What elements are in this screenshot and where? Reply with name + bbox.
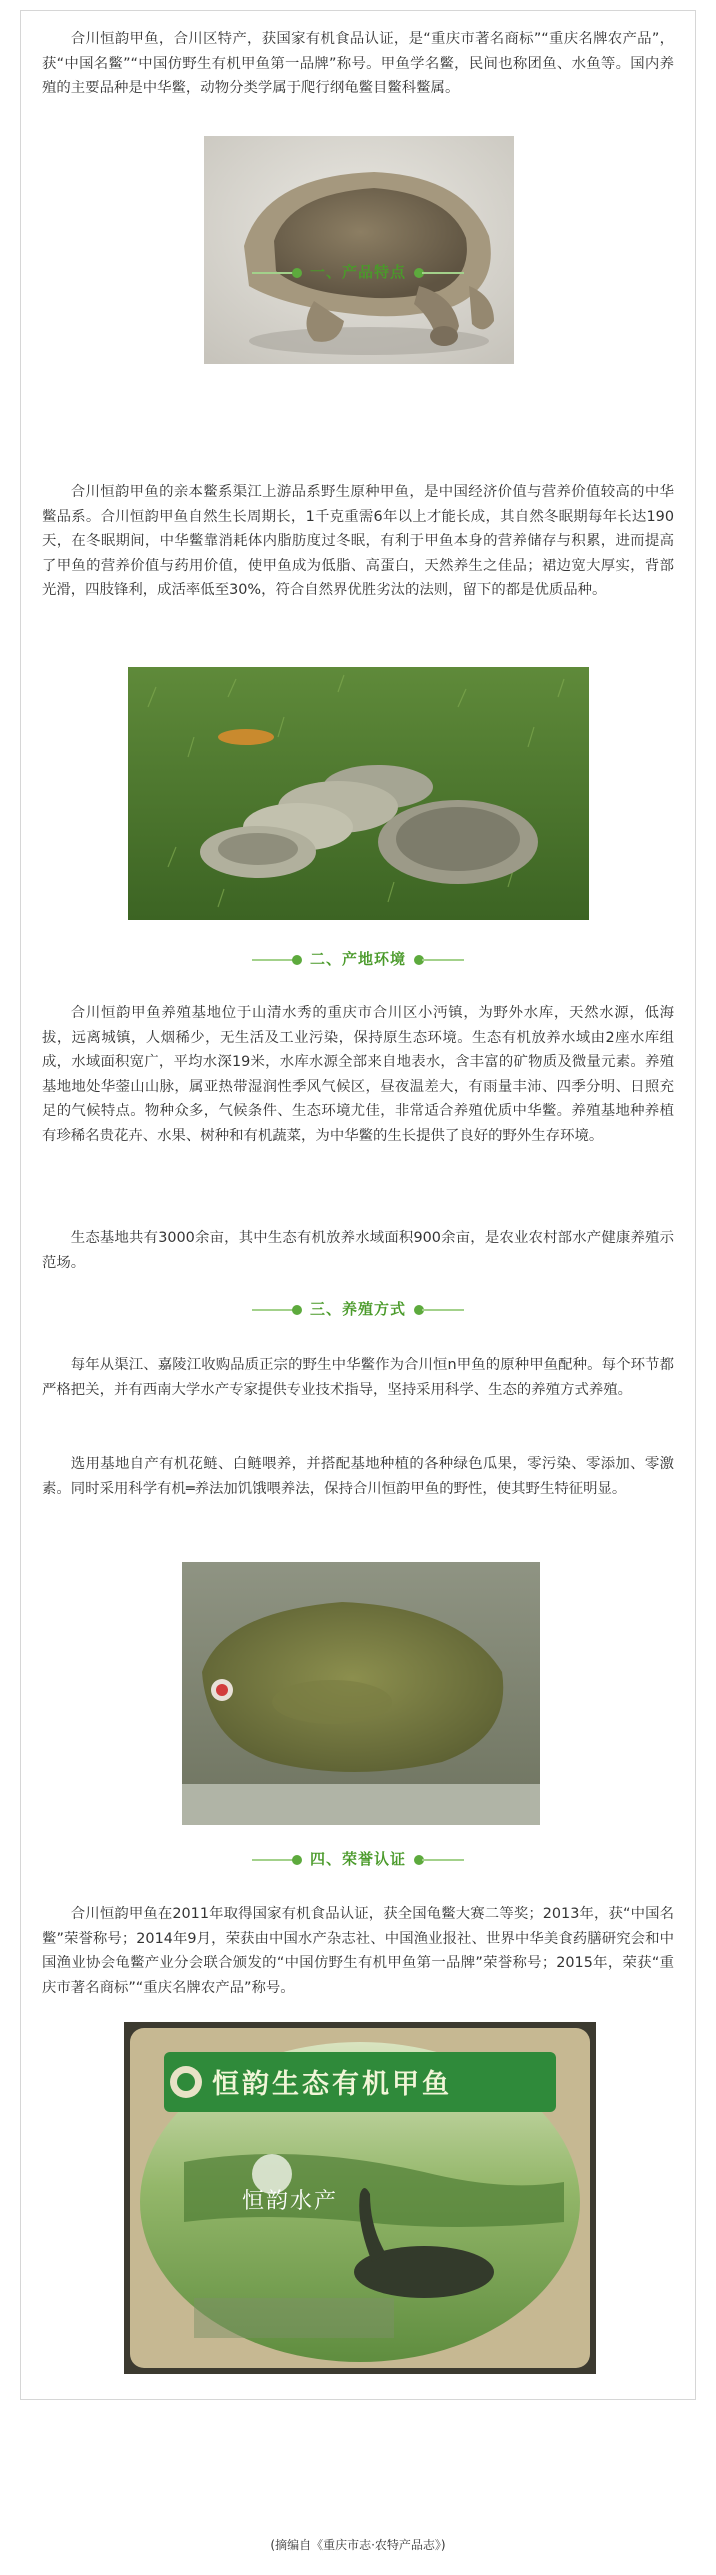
section-title: 四、荣誉认证 [309,1850,406,1868]
heading-rule-right [422,272,464,274]
turtles-on-grass-photo [128,667,589,920]
section-heading-2 [0,940,716,980]
heading-rule-left [252,1309,294,1311]
heading-rule-left [252,1859,294,1861]
package-brand: 恒韵水产 [242,2189,339,2214]
section-title: 三、养殖方式 [309,1300,406,1318]
heading-rule-left [252,272,294,274]
package-title: 恒韵生态有机甲鱼 [212,2069,452,2100]
product-package-photo [124,2022,596,2374]
turtle-photo-1 [204,136,514,364]
turtle-in-water-photo [182,1562,540,1825]
heading-dot-left [292,268,302,278]
section-2-paragraph-1: 合川恒韵甲鱼养殖基地位于山清水秀的重庆市合川区小沔镇，为野外水库，天然水源，低海拔，远离城镇，人烟稀少，无生活及工业污染，保持原生态环境。生态有机放养水域由2座水库组成，水域面积宽广，平均水深19米，水库水源全部来自地表水，含丰富的矿物质及微量元素。养殖基地地处华蓥山山脉，属亚热带湿润性季风气候区，昼夜温差大，有雨量丰沛、四季分明、日照充足的气候特点。物种众多，气候条件、生态环境尤佳，非常适合养殖优质中华鳖。养殖基地种养植有珍稀名贵花卉、水果、树种和有机蔬菜，为中华鳖的生长提供了良好的野外生存环境。 [42,1005,674,1144]
section-title: 一、产品特点 [309,263,406,281]
section-3-paragraph-2: 选用基地自产有机花鲢、白鲢喂养，并搭配基地种植的各种绿色瓜果，零污染、零添加、零激素。同时采用科学有机═养法加饥饿喂养法，保持合川恒韵甲鱼的野性，使其野生特征明显。 [42,1456,674,1497]
heading-dot-left [292,955,302,965]
section-1-paragraph-1: 合川恒韵甲鱼的亲本鳖系渠江上游品系野生原种甲鱼，是中国经济价值与营养价值较高的中华鳖品系。合川恒韵甲鱼自然生长周期长，1千克重需6年以上才能长成，其自然冬眠期每年长达190天，在冬眠期间，中华鳖靠消耗体内脂肪度过冬眠，有利于甲鱼本身的营养储存与积累，进而提高了甲鱼的营养价值与药用价值，使甲鱼成为低脂、高蛋白，天然养生之佳品；裙边宽大厚实，背部光滑，四肢锋利，成活率低至30%，符合自然界优胜劣汰的法则，留下的都是优质品种。 [42,484,674,598]
intro-paragraph: 合川恒韵甲鱼，合川区特产，获国家有机食品认证，是“重庆市著名商标”“重庆名牌农产品”，获“中国名鳖”“中国仿野生有机甲鱼第一品牌”称号。甲鱼学名鳖，民间也称团鱼、水鱼等。国内养殖的主要品种是中华鳖，动物分类学属于爬行纲龟鳖目鳖科鳖属。 [42,31,674,96]
heading-dot-left [292,1305,302,1315]
section-3-paragraph-1: 每年从渠江、嘉陵江收购品质正宗的野生中华鳖作为合川恒n甲鱼的原种甲鱼配种。每个环节都严格把关，并有西南大学水产专家提供专业技术指导，坚持采用科学、生态的养殖方式养殖。 [42,1357,674,1398]
section-heading-4 [0,1840,716,1880]
section-4-paragraph-1: 合川恒韵甲鱼在2011年取得国家有机食品认证，获全国龟鳖大赛二等奖；2013年，获“中国名鳖”荣誉称号；2014年9月，荣获由中国水产杂志社、中国渔业报社、世界中华美食药膳研究会和中国渔业协会龟鳖产业分会联合颁发的“中国仿野生有机甲鱼第一品牌”荣誉称号；2015年，荣获“重庆市著名商标”“重庆名牌农产品”称号。 [42,1906,674,1996]
heading-rule-right [422,1309,464,1311]
source-footer: (摘编自《重庆市志·农特产品志》) [270,2538,446,2552]
section-2-paragraph-2: 生态基地共有3000余亩，其中生态有机放养水域面积900余亩，是农业农村部水产健康养殖示范场。 [42,1230,674,1271]
section-heading-3 [0,1290,716,1330]
heading-rule-right [422,1859,464,1861]
section-heading-1 [0,253,716,293]
heading-rule-left [252,959,294,961]
heading-dot-left [292,1855,302,1865]
section-title: 二、产地环境 [309,950,406,968]
heading-rule-right [422,959,464,961]
